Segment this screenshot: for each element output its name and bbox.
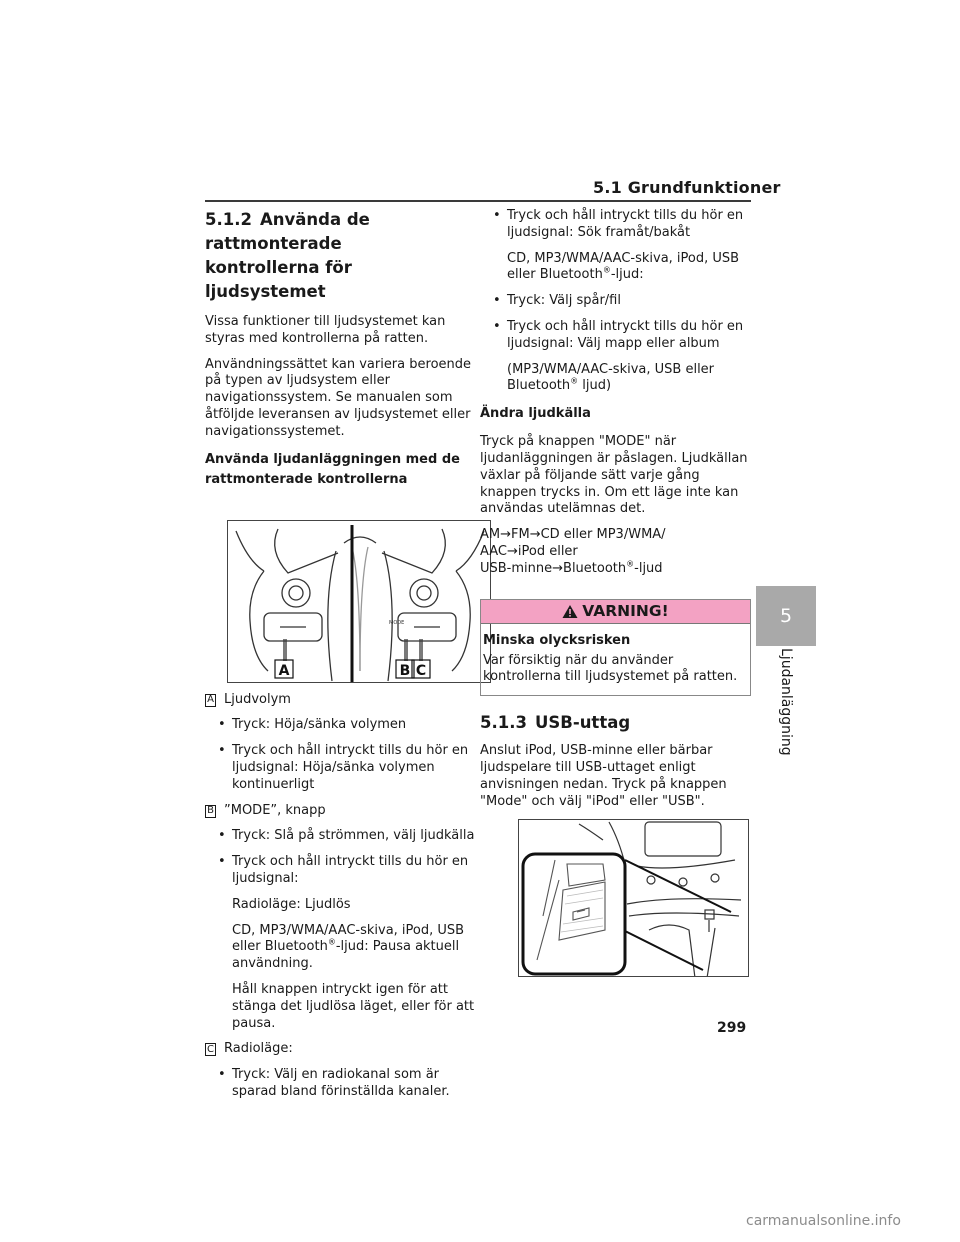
registered-mark: ®	[327, 938, 336, 948]
warning-subheading: Minska olycksrisken	[483, 632, 631, 648]
item-a-bullet-2: • Tryck och håll intryckt tills du hör en ljudsignal: Höja/sänka volymen kontinuerligt	[218, 743, 477, 793]
registered-mark: ®	[570, 377, 579, 387]
steering-wheel-figure	[227, 520, 491, 683]
source-cycle-line3-end: -ljud	[634, 560, 663, 576]
item-b-media-text-end: -ljud: Pausa aktuell användning.	[232, 939, 460, 972]
item-c-label: Radioläge:	[224, 1041, 293, 1057]
intro-paragraph: Vissa funktioner till ljudsystemet kan styras med kontrollerna på ratten.	[205, 314, 446, 346]
mode-mini-label: MODE	[389, 619, 405, 626]
item-a	[205, 692, 477, 709]
seek-media-text: CD, MP3/WMA/AAC-skiva, iPod, USB eller Bluetooth	[507, 250, 740, 283]
chapter-side-label	[776, 648, 796, 758]
item-a-label: Ljudvolym	[224, 691, 291, 707]
item-c-bullet-1: • Tryck: Välj en radiokanal som är sparad bland förinställda kanaler.	[218, 1067, 477, 1101]
section-title-5-1-3	[480, 711, 751, 735]
warning-box	[480, 599, 751, 697]
watermark: carmanualsonline.info	[746, 1213, 901, 1229]
section-number: 5.1.3	[480, 713, 527, 733]
seek-bullet: • Tryck och håll intryckt tills du hör en ljudsignal: Sök framåt/bakåt	[493, 208, 751, 242]
warning-text: Var försiktig när du använder kontrollerna till ljudsystemet på ratten.	[483, 652, 738, 685]
header-rule	[205, 200, 751, 202]
steering-wheel-illustration	[228, 521, 491, 683]
usb-port-figure	[518, 819, 749, 977]
warning-title: VARNING!	[582, 602, 669, 621]
subheading-line1: Använda ljudanläggningen med de	[205, 451, 460, 467]
item-b-media-mode	[232, 923, 477, 973]
usb-port-illustration	[519, 820, 749, 977]
item-a-bullet-1: • Tryck: Höja/sänka volymen	[218, 717, 477, 734]
track-bullet: • Tryck: Välj spår/fil	[493, 293, 751, 310]
section-title-line1: Använda de rattmonterade	[205, 210, 370, 253]
subheading-steering-controls	[205, 450, 477, 490]
item-b-media-text: CD, MP3/WMA/AAC-skiva, iPod, USB eller Bluetooth	[232, 922, 465, 955]
chapter-tab: 5	[756, 586, 816, 646]
left-column	[205, 208, 477, 1110]
letter-badge-b: B	[205, 805, 216, 818]
registered-mark: ®	[602, 266, 611, 276]
section-title-usb: USB-uttag	[534, 713, 631, 733]
registered-mark: ®	[626, 559, 635, 569]
item-b-bullet-2: • Tryck och håll intryckt tills du hör en ljudsignal:	[218, 854, 477, 888]
variation-paragraph: Användningssättet kan variera beroende på typen av ljudsystem eller navigationssystem. Se manualen som åtföljde leveransen av ljudsystemet eller navigationssystemet.	[205, 356, 472, 439]
item-b	[205, 803, 477, 820]
subheading-line2: rattmonterade kontrollerna	[205, 471, 408, 487]
source-cycle	[480, 527, 751, 577]
folder-media-bt: Bluetooth	[507, 378, 571, 394]
subheading-change-source: Ändra ljudkälla	[480, 406, 591, 422]
item-b-hold-again: Håll knappen intryckt igen för att stänga det ljudlösa läget, eller för att pausa.	[232, 981, 475, 1031]
letter-badge-a: A	[205, 694, 216, 707]
usb-paragraph: Anslut iPod, USB-minne eller bärbar ljudspelare till USB-uttaget enligt anvisningen nedan. Tryck på knappen "Mode" och välj "iPod" eller "USB".	[480, 743, 727, 809]
item-b-bullet-1: • Tryck: Slå på strömmen, välj ljudkälla	[218, 828, 477, 845]
running-header: 5.1 Grundfunktioner	[593, 178, 781, 197]
chapter-side-label-text: Ljudanläggning	[778, 648, 794, 756]
warning-header	[481, 600, 750, 624]
item-c	[205, 1041, 477, 1058]
seek-media-text-end: -ljud:	[610, 267, 644, 283]
seek-media-note	[507, 251, 751, 285]
section-title-5-1-2	[205, 208, 477, 304]
section-title-line2: kontrollerna för ljudsystemet	[205, 258, 352, 301]
warning-triangle-icon	[562, 604, 578, 619]
figure-label-b: B	[399, 662, 411, 679]
folder-media-line1: (MP3/WMA/AAC-skiva, USB eller	[507, 361, 715, 377]
source-cycle-line3: USB-minne→Bluetooth	[480, 560, 627, 576]
figure-label-a: A	[278, 662, 290, 679]
page-number: 299	[717, 1020, 747, 1036]
item-b-radio-mode: Radioläge: Ljudlös	[232, 896, 351, 912]
change-source-paragraph: Tryck på knappen "MODE" när ljudanläggningen är påslagen. Ljudkällan växlar på följande sätt varje gång knappen trycks in. Om ett läge inte kan användas utelämnas det.	[480, 434, 748, 517]
warning-body	[481, 624, 750, 696]
folder-media-end: ljud)	[578, 378, 612, 394]
source-cycle-line2: AAC→iPod eller	[480, 543, 578, 559]
folder-media-note	[507, 362, 751, 396]
folder-bullet: • Tryck och håll intryckt tills du hör en ljudsignal: Välj mapp eller album	[493, 319, 751, 353]
source-cycle-line1: AM→FM→CD eller MP3/WMA/	[480, 527, 666, 543]
section-number: 5.1.2	[205, 210, 252, 229]
right-column	[480, 208, 751, 977]
letter-badge-c: C	[205, 1043, 216, 1056]
figure-label-c: C	[415, 662, 427, 679]
item-b-label: ”MODE”, knapp	[224, 802, 326, 818]
